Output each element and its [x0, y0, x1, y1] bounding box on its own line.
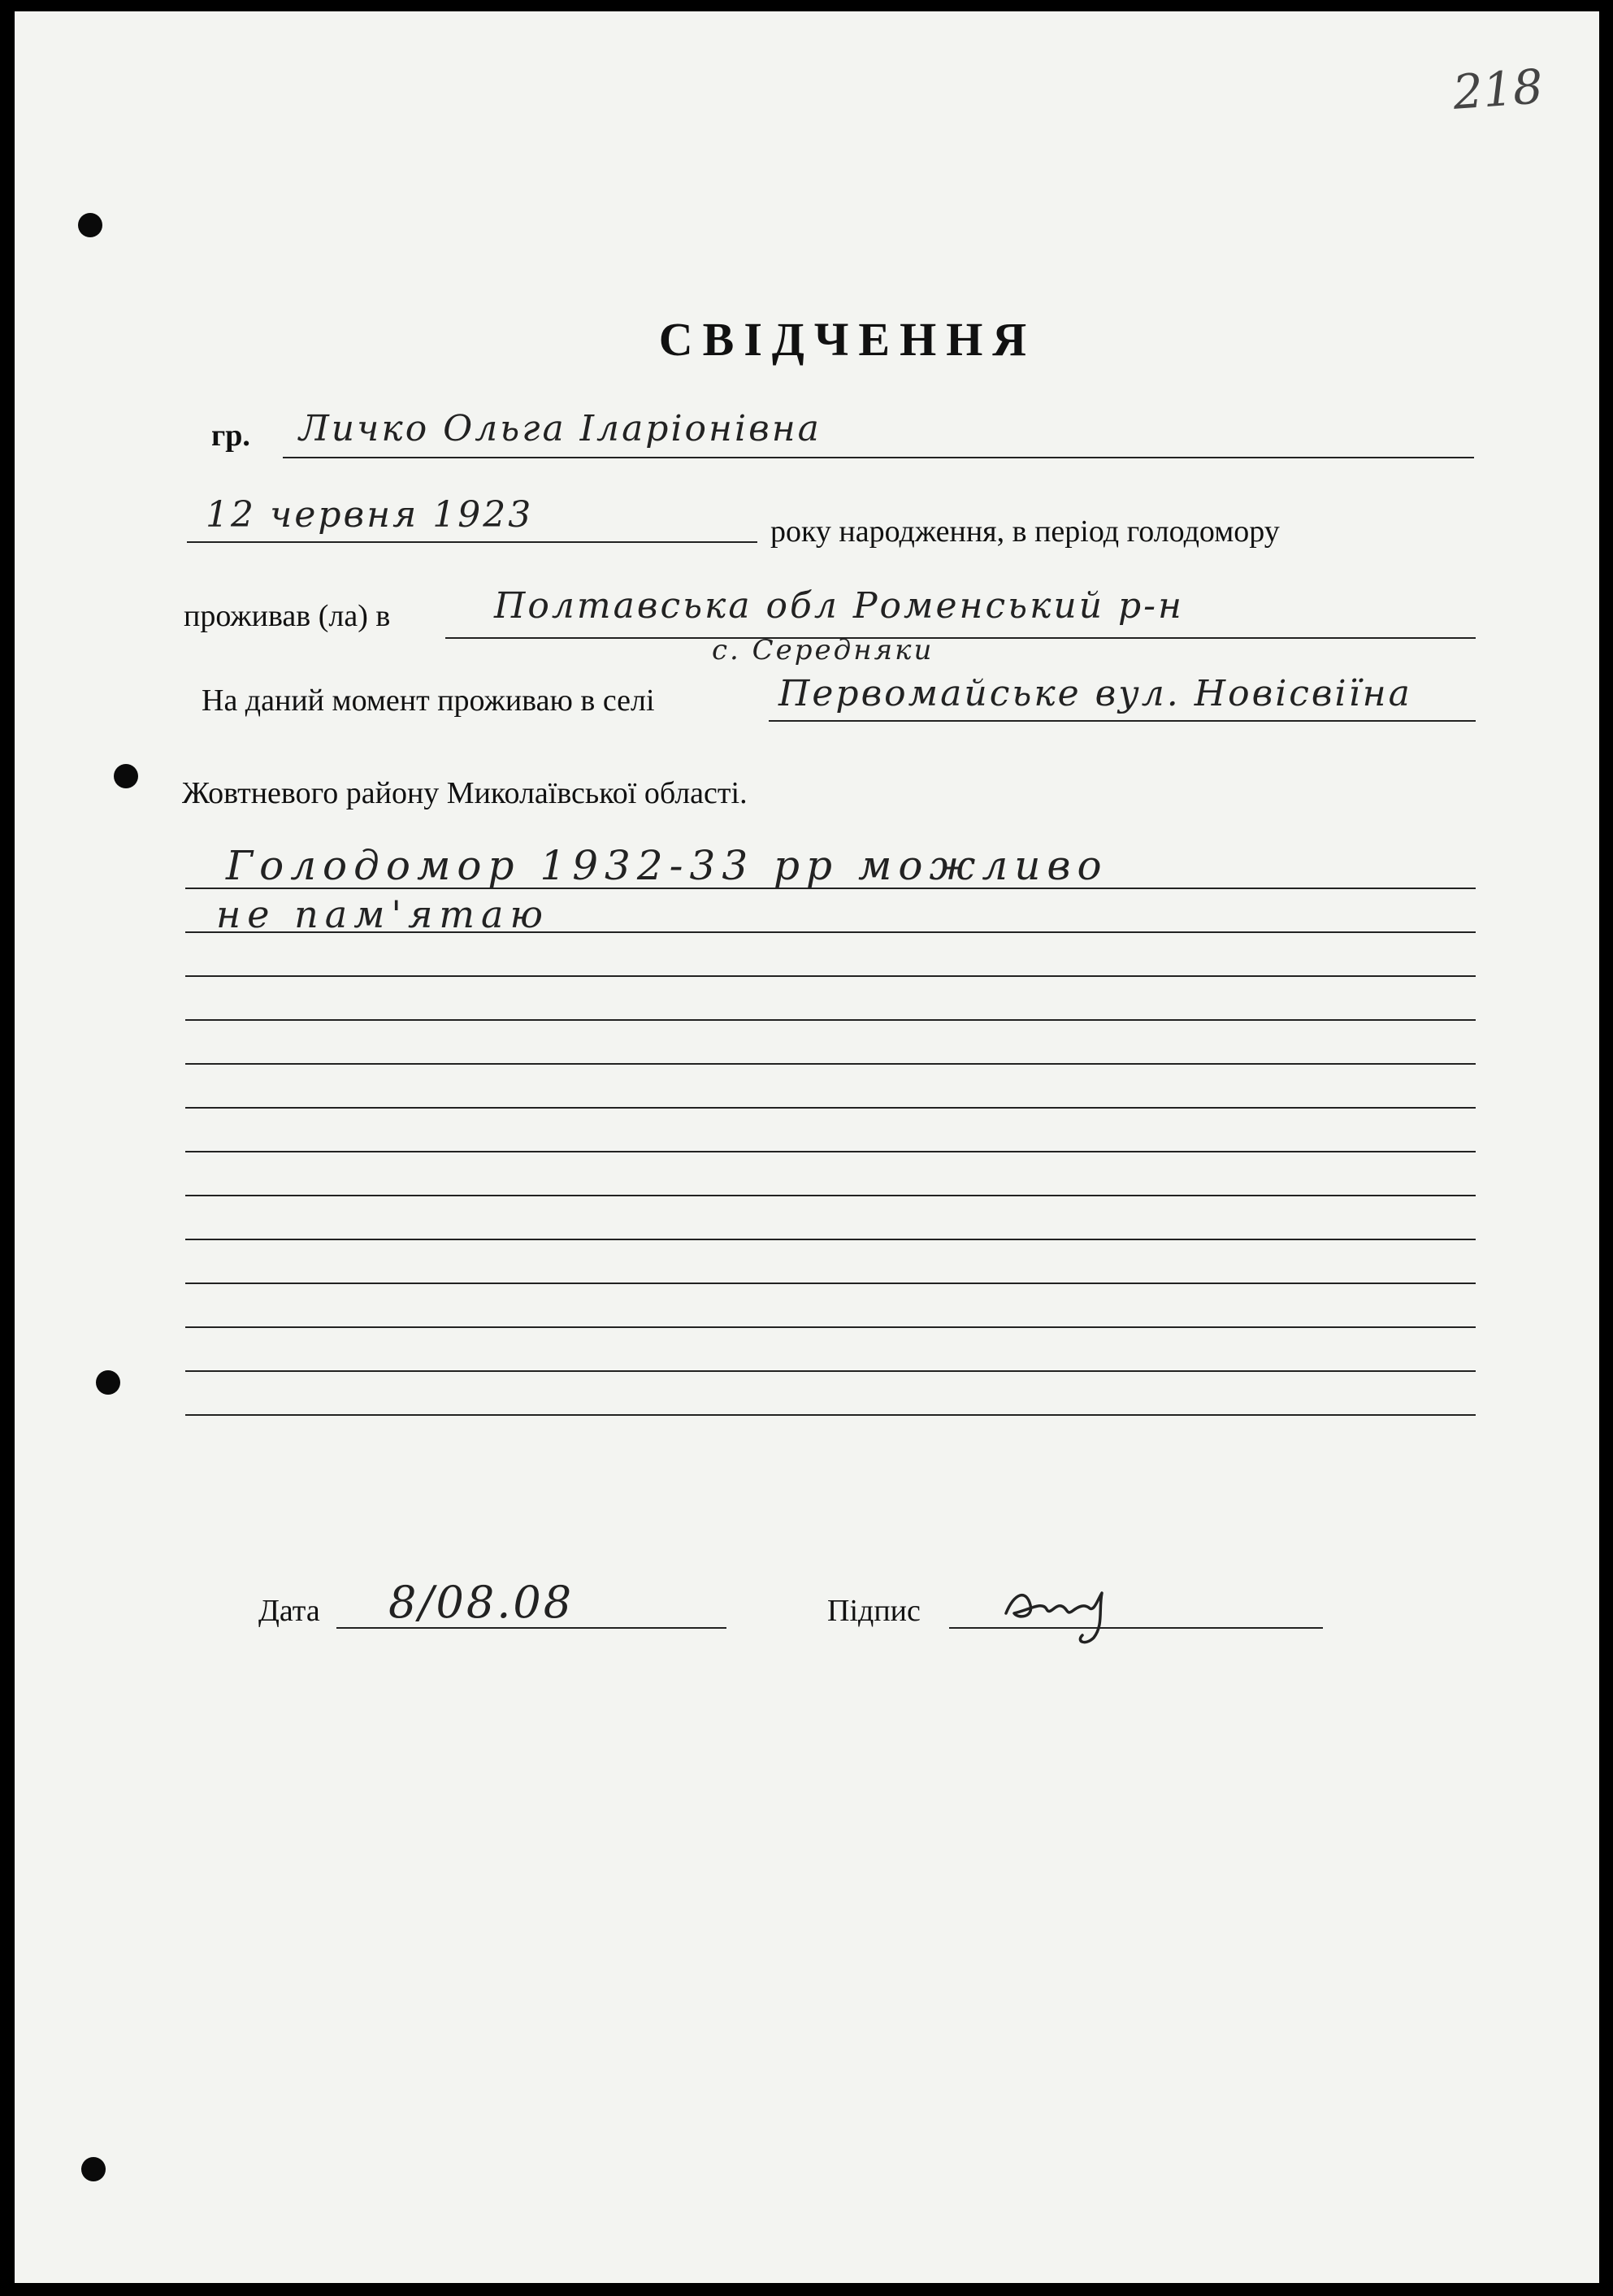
punch-hole — [114, 764, 138, 788]
punch-hole — [96, 1370, 120, 1395]
name-rule — [283, 457, 1474, 458]
date-value: 8/08.08 — [388, 1577, 575, 1628]
residence-village: с. Середняки — [712, 634, 934, 666]
testimony-rule — [185, 1019, 1476, 1021]
document-title: СВІДЧЕННЯ — [658, 313, 1037, 366]
birth-year-text: року народження, в період голодомору — [770, 514, 1280, 549]
birth-date-rule — [187, 541, 757, 543]
signature-mark — [998, 1569, 1136, 1658]
testimony-rule — [185, 1414, 1476, 1416]
residence-rule — [445, 637, 1476, 639]
signature-label: Підпис — [827, 1594, 921, 1628]
testimony-line-1: Голодомор 1932-33 рр можливо — [226, 842, 1108, 889]
folio-number: 218 — [1450, 59, 1545, 120]
citizen-prefix: гр. — [211, 419, 250, 453]
testimony-rule — [185, 1195, 1476, 1196]
residence-label: проживав (ла) в — [184, 599, 391, 633]
citizen-name: Личко Ольга Іларіонівна — [299, 408, 822, 449]
birth-date: 12 червня 1923 — [206, 494, 534, 536]
punch-hole — [78, 213, 102, 237]
testimony-rule — [185, 1151, 1476, 1152]
testimony-rule — [185, 1107, 1476, 1109]
current-residence-rule — [769, 720, 1476, 722]
testimony-rule — [185, 1326, 1476, 1328]
district-line: Жовтневого району Миколаївської області. — [182, 776, 748, 810]
testimony-rule — [185, 975, 1476, 977]
document-sheet — [15, 11, 1599, 2283]
testimony-rule — [185, 1063, 1476, 1065]
testimony-rule — [185, 1283, 1476, 1284]
residence-region: Полтавська обл Роменський р-н — [494, 585, 1185, 627]
current-residence: Первомайське вул. Новісвіїна — [778, 673, 1412, 714]
testimony-rule — [185, 1239, 1476, 1240]
punch-hole — [81, 2157, 106, 2181]
testimony-rule — [185, 1370, 1476, 1372]
date-label: Дата — [258, 1594, 320, 1628]
testimony-line-2: не пам'ятаю — [216, 892, 549, 936]
current-residence-label: На даний момент проживаю в селі — [202, 684, 655, 718]
